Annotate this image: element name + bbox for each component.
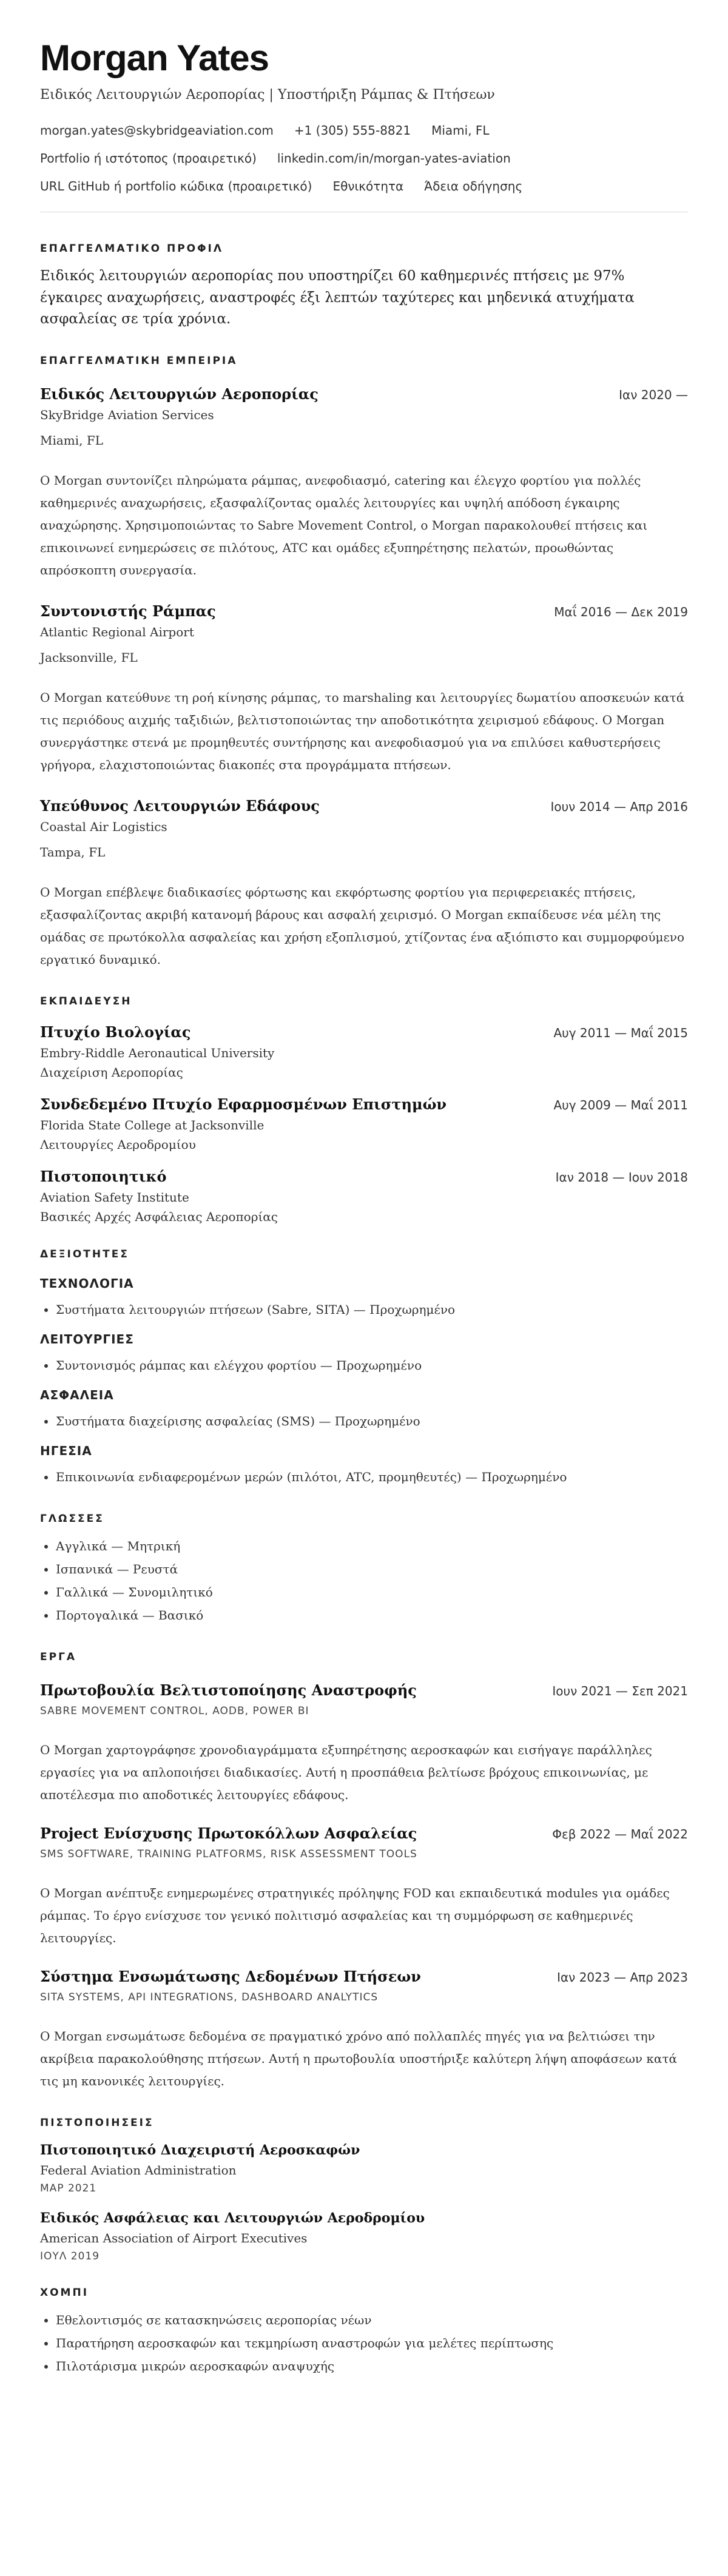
- project-description: Ο Morgan ενσωμάτωσε δεδομένα σε πραγματικό χρόνο από πολλαπλές πηγές για να βελτιώσει την ακρίβεια παρακολούθησης πτήσεων. Αυτή η πρωτοβουλία υποστήριξε καλύτερη λήψη αποφάσεων κατά τις μη κανονικές λειτουργίες.: [40, 2028, 678, 2088]
- project-name: Project Ενίσχυσης Πρωτοκόλλων Ασφαλείας: [40, 1824, 417, 1842]
- field-of-study: Διαχείριση Αεροπορίας: [40, 1064, 183, 1080]
- section-title-summary: ΕΠΑΓΓΕΛΜΑΤΙΚΟ ΠΡΟΦΙΛ: [40, 243, 224, 255]
- degree-title: Πτυχίο Βιολογίας: [40, 1023, 191, 1041]
- skill-group: [40, 1276, 688, 1321]
- project-name: Σύστημα Ενσωμάτωσης Δεδομένων Πτήσεων: [40, 1967, 421, 1985]
- resume-header: [40, 40, 688, 193]
- hobbies-section: [40, 2287, 688, 2378]
- languages-section: [40, 1513, 688, 1627]
- experience-section: [40, 355, 688, 971]
- education-entry: [40, 1168, 688, 1224]
- project-entry: [40, 1681, 688, 1806]
- job-title: Συντονιστής Ράμπας: [40, 602, 216, 620]
- job-title: Υπεύθυνος Λειτουργιών Εδάφους: [40, 796, 320, 815]
- language-item: • Πορτογαλικά — Βασικό: [56, 1604, 688, 1627]
- contact-linkedin[interactable]: linkedin.com/in/morgan-yates-aviation: [277, 151, 511, 166]
- job-location: Tampa, FL: [40, 844, 106, 859]
- contact-location: Miami, FL: [431, 123, 490, 138]
- language-item: • Αγγλικά — Μητρική: [56, 1535, 688, 1558]
- education-entry: [40, 1095, 688, 1152]
- job-company: SkyBridge Aviation Services: [40, 407, 214, 422]
- degree-title: Συνδεδεμένο Πτυχίο Εφαρμοσμένων Επιστημών: [40, 1095, 447, 1113]
- job-description: Ο Morgan συντονίζει πληρώματα ράμπας, ανεφοδιασμό, catering και έλεγχο φορτίου για πολλές καθημερινές αναχωρήσεις, εξασφαλίζοντας ομαλές λειτουργίες και υψηλή απόδοση έγκαιρης αναχώρησης. Χρησιμοποιώντας το Sabre Movement Control, ο Morgan παρακολουθεί πτήσεις και επικοινωνεί ενημερώσεις σε πιλότους, ATC και ομάδες εξυπηρέτησης πελατών, προωθώντας απρόσκοπτη συνεργασία.: [40, 472, 648, 577]
- summary-section: [40, 243, 688, 331]
- certification-name: Πιστοποιητικό Διαχειριστή Αεροσκαφών: [40, 2142, 360, 2158]
- candidate-name: Morgan Yates: [40, 38, 269, 78]
- contact-portfolio[interactable]: Portfolio ή ιστότοπος (προαιρετικό): [40, 151, 257, 166]
- section-title-certifications: ΠΙΣΤΟΠΟΙΗΣΕΙΣ: [40, 2116, 154, 2129]
- job-location: Miami, FL: [40, 432, 104, 448]
- summary-text: Ειδικός λειτουργιών αεροπορίας που υποστηρίζει 60 καθημερινές πτήσεις με 97% έγκαιρες αναχωρήσεις, αναστροφές έξι λεπτών ταχύτερες και μηδενικά ατυχήματα ασφαλείας σε τρία χρόνια.: [40, 268, 635, 328]
- job-title: Ειδικός Λειτουργιών Αεροπορίας: [40, 385, 318, 403]
- field-of-study: Βασικές Αρχές Ασφάλειας Αεροπορίας: [40, 1209, 278, 1224]
- school-name: Aviation Safety Institute: [40, 1189, 189, 1205]
- project-dates: Φεβ 2022 — Μαΐ 2022: [552, 1826, 688, 1841]
- language-item: • Γαλλικά — Συνομιλητικό: [56, 1581, 688, 1604]
- skill-item: • Συντονισμός ράμπας και ελέγχου φορτίου — Προχωρημένο: [56, 1354, 688, 1377]
- projects-section: [40, 1651, 688, 2093]
- job-description: Ο Morgan κατεύθυνε τη ροή κίνησης ράμπας, το marshaling και λειτουργίες δωματίου αποσκευών κατά τις περιόδους αιχμής ταξιδιών, βελτιστοποιώντας την αποδοτικότητα χειρισμού εδάφους. Ο Morgan συνεργάστηκε στενά με προμηθευτές συντήρησης και ανεφοδιασμού για να επιλύσει καθυστερήσεις γρήγορα, ελαχιστοποιώντας διακοπές στα προγράμματα πτήσεων.: [40, 690, 685, 772]
- hobby-item: • Παρατήρηση αεροσκαφών και τεκμηρίωση αναστροφών για μελέτες περίπτωσης: [56, 2332, 688, 2355]
- project-entry: [40, 1968, 688, 2093]
- field-of-study: Λειτουργίες Αεροδρομίου: [40, 1137, 196, 1152]
- certification-date: ΙΟΥΛ 2019: [40, 2250, 100, 2262]
- skill-item: • Συστήματα λειτουργιών πτήσεων (Sabre, SITA) — Προχωρημένο: [56, 1298, 688, 1321]
- certification-entry: [40, 2142, 688, 2194]
- certification-issuer: American Association of Airport Executives: [40, 2230, 308, 2245]
- contact-nationality: Εθνικότητα: [332, 179, 404, 193]
- skill-category: ΤΕΧΝΟΛΟΓΙΑ: [40, 1276, 134, 1291]
- skill-item: • Συστήματα διαχείρισης ασφαλείας (SMS) — Προχωρημένο: [56, 1410, 688, 1433]
- job-company: Atlantic Regional Airport: [40, 624, 194, 639]
- skill-category: ΗΓΕΣΙΑ: [40, 1443, 92, 1458]
- section-title-experience: ΕΠΑΓΓΕΛΜΑΤΙΚΗ ΕΜΠΕΙΡΙΑ: [40, 354, 238, 367]
- project-name: Πρωτοβουλία Βελτιστοποίησης Αναστροφής: [40, 1681, 417, 1699]
- job-dates: Ιουν 2014 — Απρ 2016: [550, 799, 688, 814]
- project-entry: [40, 1824, 688, 1949]
- certification-date: ΜΑΡ 2021: [40, 2182, 97, 2194]
- project-dates: Ιαν 2023 — Απρ 2023: [557, 1969, 688, 1985]
- certifications-section: [40, 2117, 688, 2262]
- school-name: Florida State College at Jacksonville: [40, 1117, 265, 1132]
- section-title-hobbies: ΧΟΜΠΙ: [40, 2286, 89, 2299]
- section-title-projects: ΕΡΓΑ: [40, 1650, 77, 1663]
- hobby-item: • Εθελοντισμός σε κατασκηνώσεις αεροπορίας νέων: [56, 2309, 688, 2332]
- experience-entry: [40, 602, 688, 776]
- job-description: Ο Morgan επέβλεψε διαδικασίες φόρτωσης και εκφόρτωσης φορτίου για περιφερειακές πτήσεις, εξασφαλίζοντας ακριβή κατανομή βάρους και ασφαλή χειρισμό. Ο Morgan εκπαίδευσε νέα μέλη της ομάδας σε πρωτόκολλα ασφαλείας και χρήση εξοπλισμού, χτίζοντας ένα αξιόπιστο και συμμορφούμενο εργατικό δυναμικό.: [40, 884, 685, 967]
- education-section: [40, 995, 688, 1224]
- language-item: • Ισπανικά — Ρευστά: [56, 1558, 688, 1581]
- project-tech: SABRE MOVEMENT CONTROL, AODB, POWER BI: [40, 1704, 309, 1717]
- certification-issuer: Federal Aviation Administration: [40, 2162, 237, 2177]
- education-dates: Αυγ 2011 — Μαΐ 2015: [553, 1025, 688, 1040]
- skill-item: • Επικοινωνία ενδιαφερομένων μερών (πιλότοι, ATC, προμηθευτές) — Προχωρημένο: [56, 1465, 688, 1488]
- skill-category: ΑΣΦΑΛΕΙΑ: [40, 1387, 114, 1402]
- degree-title: Πιστοποιητικό: [40, 1167, 167, 1185]
- job-company: Coastal Air Logistics: [40, 819, 167, 834]
- skills-section: [40, 1248, 688, 1488]
- job-location: Jacksonville, FL: [40, 650, 138, 665]
- school-name: Embry-Riddle Aeronautical University: [40, 1045, 275, 1060]
- project-description: Ο Morgan χαρτογράφησε χρονοδιαγράμματα εξυπηρέτησης αεροσκαφών και εισήγαγε παράλληλες εργασίες για να απλοποιήσει διαδικασίες. Αυτή η προσπάθεια βελτίωσε βρόχους επικοινωνίας, με αποτέλεσμα πιο αποδοτικές λειτουργίες εδάφους.: [40, 1742, 652, 1802]
- certification-name: Ειδικός Ασφάλειας και Λειτουργιών Αεροδρομίου: [40, 2210, 425, 2226]
- certification-entry: [40, 2210, 688, 2262]
- contact-row-1: [40, 123, 688, 138]
- project-tech: SMS SOFTWARE, TRAINING PLATFORMS, RISK ASSESSMENT TOOLS: [40, 1848, 417, 1860]
- headline: Ειδικός Λειτουργιών Αεροπορίας | Υποστήριξη Ράμπας & Πτήσεων: [40, 87, 495, 103]
- education-entry: [40, 1023, 688, 1080]
- contact-license: Άδεια οδήγησης: [424, 179, 523, 193]
- skill-category: ΛΕΙΤΟΥΡΓΙΕΣ: [40, 1331, 134, 1347]
- section-title-languages: ΓΛΩΣΣΕΣ: [40, 1512, 104, 1525]
- job-dates: Μαΐ 2016 — Δεκ 2019: [554, 604, 688, 619]
- skill-group: [40, 1444, 688, 1488]
- skill-group: [40, 1332, 688, 1377]
- contact-phone: +1 (305) 555-8821: [294, 123, 411, 138]
- education-dates: Αυγ 2009 — Μαΐ 2011: [553, 1097, 688, 1112]
- section-title-education: ΕΚΠΑΙΔΕΥΣΗ: [40, 995, 132, 1007]
- hobby-item: • Πιλοτάρισμα μικρών αεροσκαφών αναψυχής: [56, 2355, 688, 2378]
- project-description: Ο Morgan ανέπτυξε ενημερωμένες στρατηγικές πρόληψης FOD και εκπαιδευτικά modules για ομάδες ράμπας. Το έργο ενίσχυσε τον γενικό πολιτισμό ασφαλείας και τη συμμόρφωση σε καθημερινές λειτουργίες.: [40, 1885, 670, 1945]
- education-dates: Ιαν 2018 — Ιουν 2018: [555, 1169, 688, 1185]
- experience-entry: [40, 797, 688, 971]
- contact-email[interactable]: morgan.yates@skybridgeaviation.com: [40, 123, 274, 138]
- skill-group: [40, 1388, 688, 1433]
- project-tech: SITA SYSTEMS, API INTEGRATIONS, DASHBOARD ANALYTICS: [40, 1991, 379, 2003]
- project-dates: Ιουν 2021 — Σεπ 2021: [552, 1683, 688, 1698]
- experience-entry: [40, 385, 688, 582]
- contact-row-3: [40, 179, 688, 193]
- contact-github[interactable]: URL GitHub ή portfolio κώδικα (προαιρετικό): [40, 179, 312, 193]
- contact-row-2: [40, 151, 688, 166]
- section-title-skills: ΔΕΞΙΟΤΗΤΕΣ: [40, 1248, 129, 1260]
- job-dates: Ιαν 2020 —: [619, 387, 688, 402]
